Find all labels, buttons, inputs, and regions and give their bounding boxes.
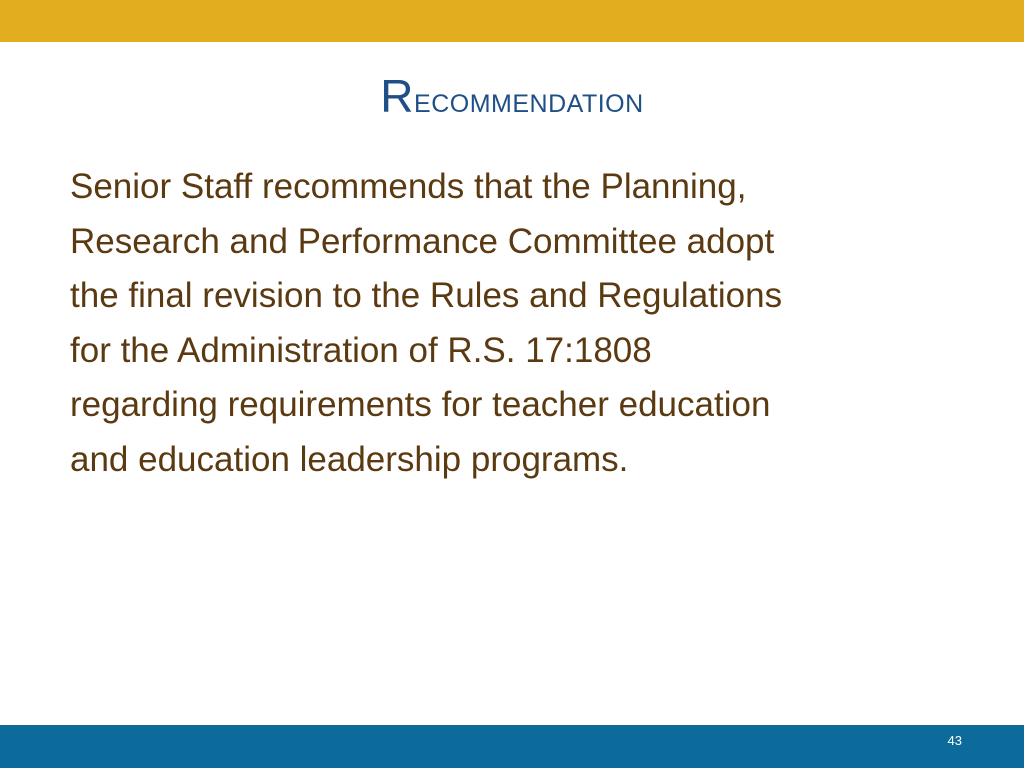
page-number: 43	[947, 733, 962, 748]
body-line: Senior Staff recommends that the Planning,	[70, 167, 747, 206]
slide-title-rest: ecommendation	[414, 79, 644, 120]
bottom-footer-bar	[0, 725, 1024, 768]
body-line: and education leadership programs.	[70, 439, 629, 479]
body-line: regarding requirements for teacher education	[70, 385, 771, 424]
body-line: the final revision to the Rules and Regulations	[70, 276, 783, 315]
slide-title	[0, 66, 1024, 130]
body-line: Research and Performance Committee adopt	[70, 221, 775, 261]
slide-body	[70, 160, 950, 487]
top-accent-bar	[0, 0, 1024, 42]
slide-title-initial: R	[380, 70, 415, 122]
body-line: for the Administration of R.S. 17:1808	[70, 330, 652, 370]
